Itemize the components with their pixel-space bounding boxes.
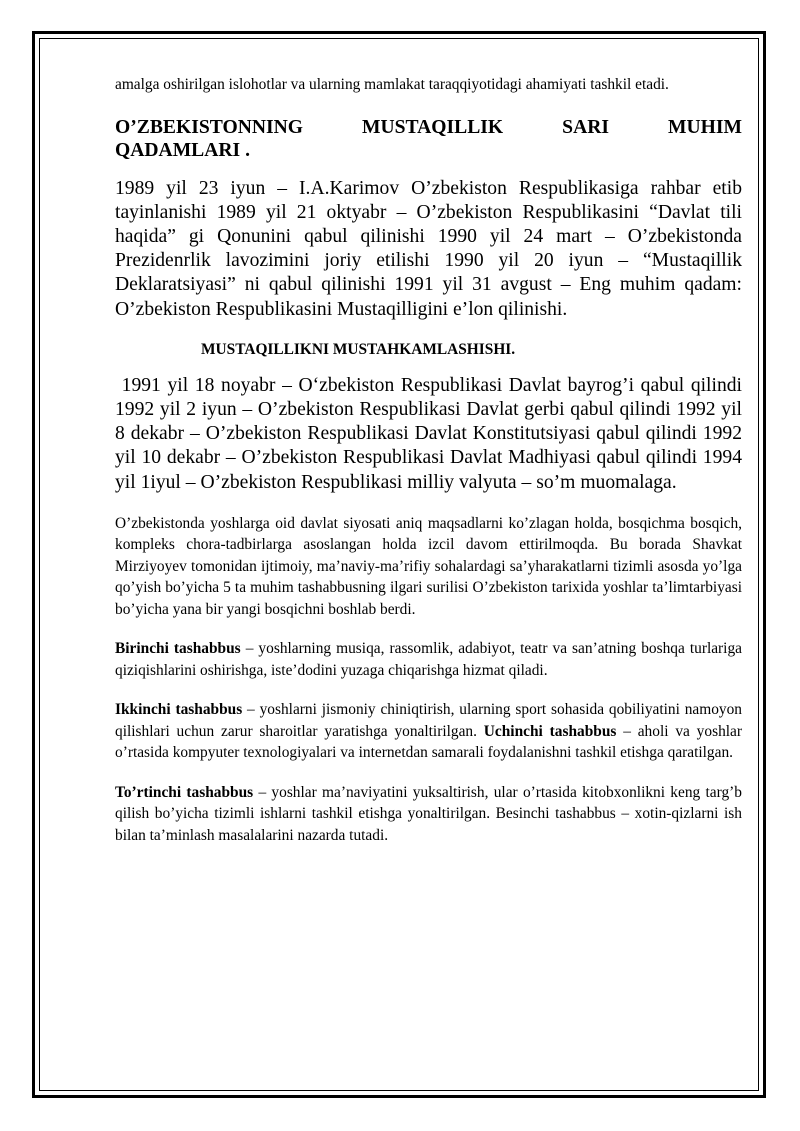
paragraph-youth-policy: O’zbekistonda yoshlarga oid davlat siyosati aniq maqsadlarni ko’zlagan holda, bosqichma bosqich, kompleks chora-tadbirlarga asoslangan holda izcil davom ettirilmoqda. Bu borada Shavkat Mirziyoyev tomonidan ijtimoiy, ma’naviy-ma’rifiy sohalardagi sa’yharakatlarni tizimli asosda yo’lga qo’yish bo’yicha 5 ta muhim tashabbusning ilgari surilisi O’zbekiston tarixida yoshlar ta’limtarbiyasi bo’yicha yana bir yangi bosqichni boshlab berdi. xyxy=(115,514,742,618)
section-heading-independence-steps xyxy=(115,116,742,162)
document-body xyxy=(115,74,747,846)
section-heading-strengthening: MUSTAQILLIKNI MUSTAHKAMLASHISHI. xyxy=(201,340,516,358)
paragraph-strengthening: 1991 yil 18 noyabr – O‘zbekiston Respublikasi Davlat bayrog’i qabul qilindi 1992 yil 2 iyun – O’zbekiston Respublikasi Davlat gerbi qabul qilindi 1992 yil 8 dekabr – O’zbekiston Respublikasi Davlat Konstitutsiyasi qabul qilindi 1992 yil 10 dekabr – O’zbekiston Respublikasi Davlat Madhiyasi qabul qilindi 1994 yil 1iyul – O’zbekiston Respublikasi milliy valyuta – so’m muomalaga. xyxy=(115,374,747,493)
intro-paragraph: amalga oshirilgan islohotlar va ularning mamlakat taraqqiyotidagi ahamiyati tashkil etadi. xyxy=(115,76,669,93)
paragraph-initiative-2 xyxy=(115,699,742,764)
initiative-3-label: Uchinchi tashabbus xyxy=(483,722,617,740)
initiative-2-text: – yoshlarni jismoniy chiniqtirish, ularning sport sohasida qobiliyatini namoyon qilishlari uchun zarur sharoitlar yaratishga yonaltirilgan. xyxy=(115,701,742,740)
heading-line-2: QADAMLARI . xyxy=(115,139,250,161)
paragraph-initiative-1 xyxy=(115,638,742,681)
initiative-4-text: – yoshlar ma’naviyatini yuksaltirish, ular o’rtasida kitobxonlikni keng targ’b qilish bo’yicha tizimli ishlarni tashkil etishga yonaltirilgan. Besinchi tashabbus – xotin-qizlarni ish bilan ta’minlash masalalarini nazarda tutadi. xyxy=(115,783,742,844)
initiative-4-label: To’rtinchi tashabbus xyxy=(115,783,254,801)
heading-line-1: O’ZBEKISTONNING MUSTAQILLIK SARI MUHIM xyxy=(115,116,742,138)
initiative-2-label: Ikkinchi tashabbus xyxy=(115,701,243,719)
initiative-3-text: – aholi va yoshlar o’rtasida kompyuter texnologiyalari va internetdan samarali foydalanishni tashkil etishga qaratilgan. xyxy=(115,722,742,762)
paragraph-independence-steps: 1989 yil 23 iyun – I.A.Karimov O’zbekiston Respublikasiga rahbar etib tayinlanishi 1989 yil 21 oktyabr – O’zbekiston Respublikasini “Davlat tili haqida” gi Qonunini qabul qilinishi 1990 yil 24 mart – O’zbekistonda Prezidenrlik lavozimini joriy etilishi 1990 yil 20 iyun – “Mustaqillik Deklaratsiyasi” ni qabul qilinishi 1991 yil 31 avgust – Eng muhim qadam: O’zbekiston Respublikasini Mustaqilligini e’lon qilinishi. xyxy=(115,177,742,320)
initiative-1-label: Birinchi tashabbus xyxy=(115,640,241,658)
initiative-1-text: – yoshlarning musiqa, rassomlik, adabiyot, teatr va san’atning boshqa turlariga qiziqishlarini oshirishga, iste’dodini yuzaga chiqarishga hizmat qiladi. xyxy=(115,640,742,679)
paragraph-initiative-4 xyxy=(115,782,742,847)
